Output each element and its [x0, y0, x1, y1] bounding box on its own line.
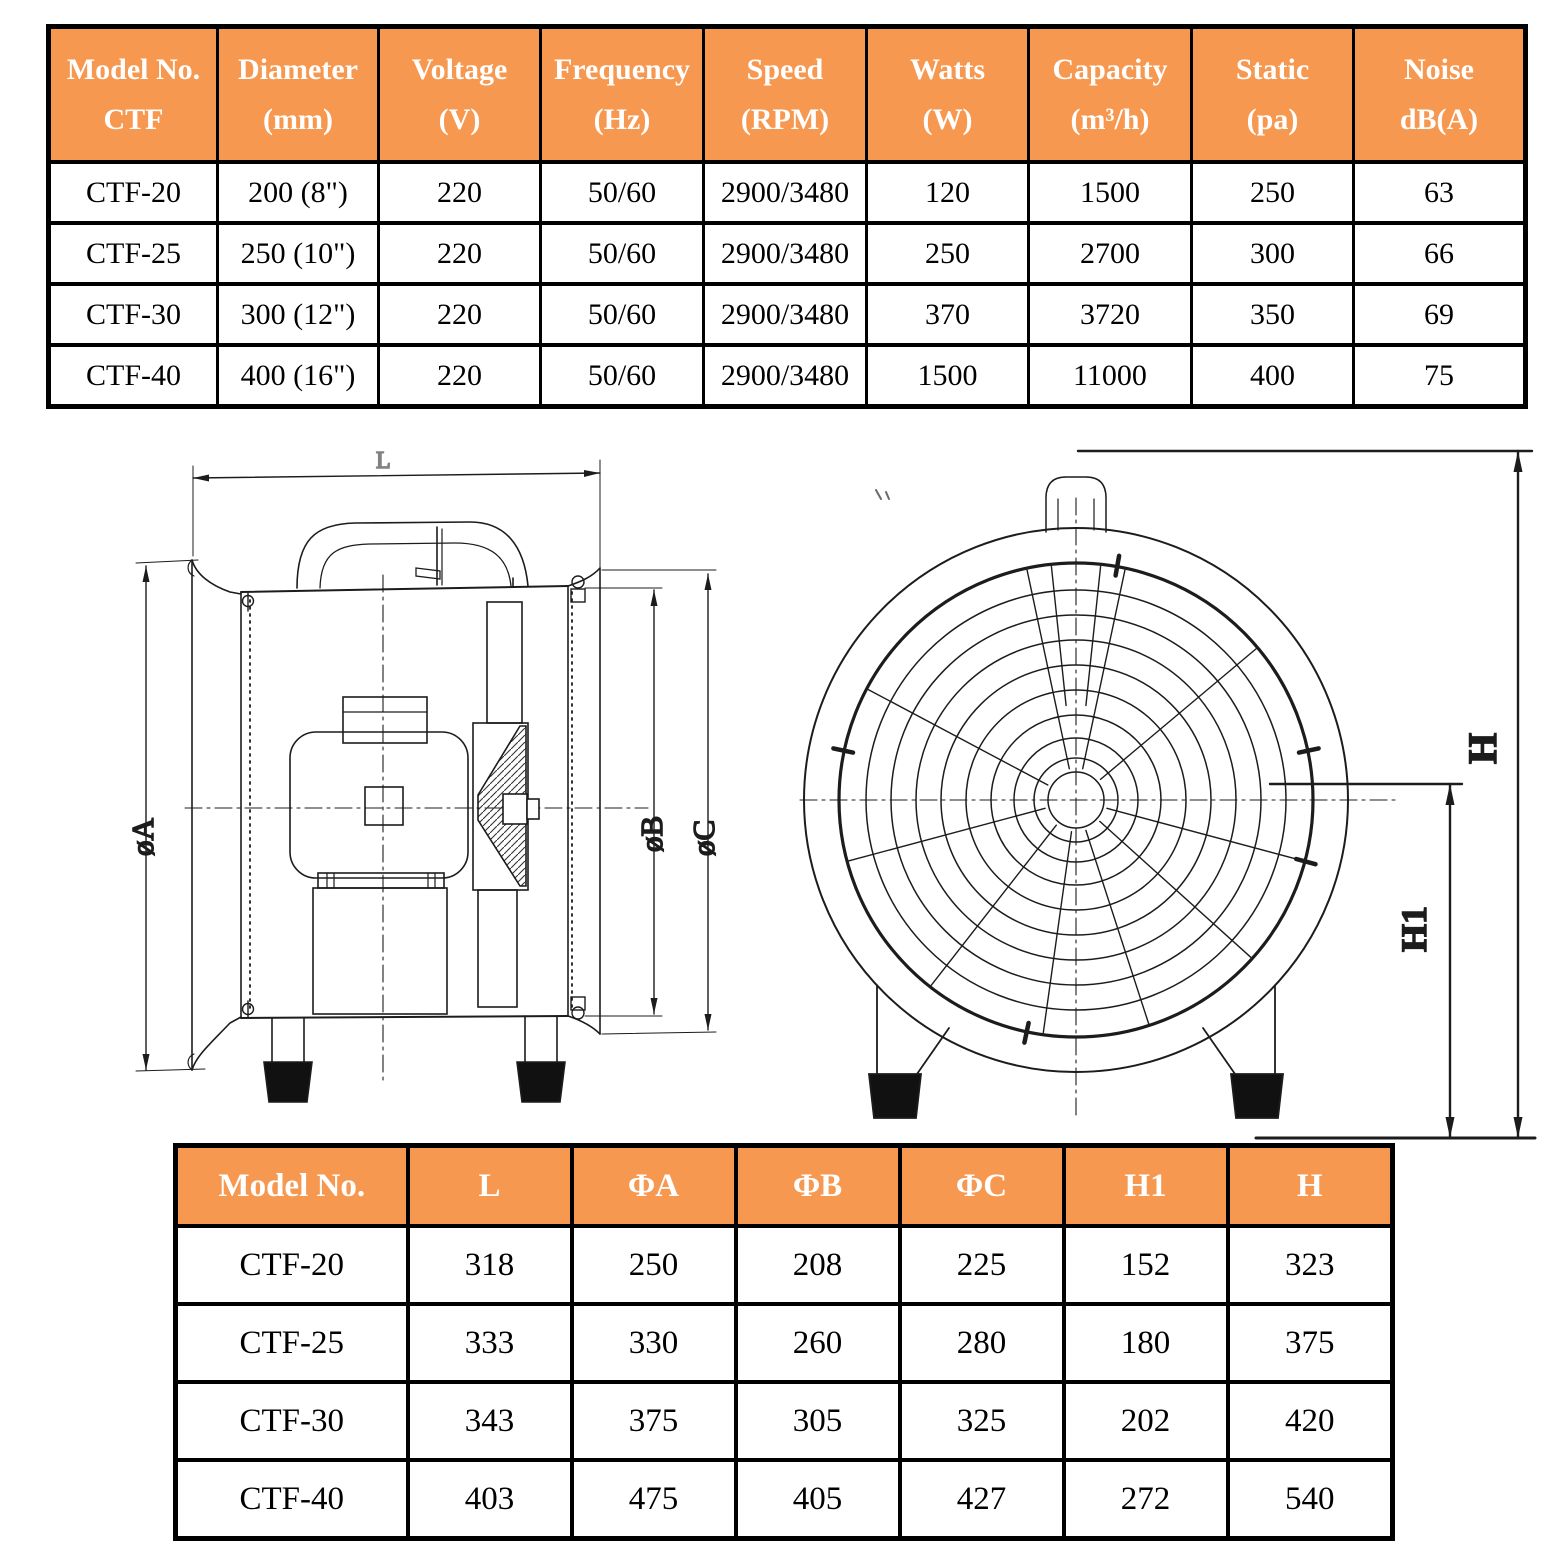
motor-assembly [290, 697, 468, 1014]
dimension-l [193, 460, 600, 568]
dim-cell: 318 [408, 1226, 572, 1304]
spec-header-voltage [379, 27, 541, 163]
spec-cell: CTF-40 [49, 345, 218, 407]
foot-pad [264, 1062, 312, 1102]
blade-upper [487, 602, 522, 723]
spec-cell: 1500 [867, 345, 1029, 407]
dim-header-phi-c: ΦC [900, 1146, 1064, 1227]
dim-cell: 540 [1228, 1460, 1393, 1539]
technical-drawing [0, 440, 1563, 1150]
spec-cell: 2900/3480 [704, 223, 867, 284]
spec-cell: 370 [867, 284, 1029, 345]
spec-cell: 300 (12") [218, 284, 379, 345]
dimension-h1 [1270, 784, 1462, 1138]
dim-cell: 250 [572, 1226, 736, 1304]
dim-cell: 375 [572, 1382, 736, 1460]
dim-row-ctf20 [176, 1226, 1393, 1304]
header-line1: Frequency [553, 52, 691, 86]
spec-cell: 350 [1192, 284, 1354, 345]
spec-cell: CTF-30 [49, 284, 218, 345]
spec-cell: 50/60 [541, 345, 704, 407]
front-view-drawing [800, 451, 1535, 1138]
outlet-flange [568, 568, 600, 1034]
spec-table [46, 24, 1528, 409]
dim-row-ctf25 [176, 1304, 1393, 1382]
spec-cell: 11000 [1029, 345, 1192, 407]
spec-cell: 220 [379, 162, 541, 223]
dim-label-l: L [376, 448, 391, 474]
header-line1: Noise [1404, 52, 1474, 86]
impeller [473, 602, 539, 1007]
spec-cell: 2700 [1029, 223, 1192, 284]
motor-base-strip [318, 873, 444, 888]
dim-cell: CTF-40 [176, 1460, 408, 1539]
dim-cell: 343 [408, 1382, 572, 1460]
spec-header-static [1192, 27, 1354, 163]
header-line2: (W) [922, 102, 973, 136]
casing-clamps [243, 576, 586, 1019]
header-line2: dB(A) [1399, 102, 1479, 136]
dim-cell: 403 [408, 1460, 572, 1539]
header-line2: (pa) [1246, 102, 1299, 136]
header-line1: Voltage [411, 52, 508, 86]
spec-row-ctf40 [49, 345, 1526, 407]
blade-lower [478, 890, 517, 1007]
header-line1: Speed [746, 52, 824, 86]
dimension-dia-b [585, 588, 662, 1016]
spec-cell: 63 [1354, 162, 1526, 223]
dim-header-model: Model No. [176, 1146, 408, 1227]
dimension-table-header [176, 1146, 1393, 1227]
spec-cell: 50/60 [541, 162, 704, 223]
spec-cell: 400 [1192, 345, 1354, 407]
dim-cell: 420 [1228, 1382, 1393, 1460]
header-line1: Diameter [238, 52, 358, 86]
dim-cell: 280 [900, 1304, 1064, 1382]
foot-pad [869, 1074, 921, 1118]
spec-cell: 2900/3480 [704, 284, 867, 345]
spec-cell: 50/60 [541, 223, 704, 284]
dim-header-h: H [1228, 1146, 1393, 1227]
spec-header-capacity [1029, 27, 1192, 163]
dim-cell: 225 [900, 1226, 1064, 1304]
dim-label-dia-c: øC [686, 819, 721, 856]
side-view-drawing [125, 448, 721, 1102]
spec-header-frequency [541, 27, 704, 163]
spec-cell: 220 [379, 284, 541, 345]
dim-cell: 427 [900, 1460, 1064, 1539]
spec-row-ctf25 [49, 223, 1526, 284]
header-line2: (RPM) [740, 102, 830, 136]
spec-cell: 2900/3480 [704, 162, 867, 223]
terminal-box [343, 697, 427, 743]
spec-cell: 120 [867, 162, 1029, 223]
dim-cell: CTF-30 [176, 1382, 408, 1460]
motor-center-plate [365, 787, 403, 825]
spec-table-header [49, 27, 1526, 163]
foot-pad [517, 1062, 565, 1102]
header-line1: Capacity [1052, 52, 1168, 86]
dim-cell: 333 [408, 1304, 572, 1382]
dim-cell: 272 [1064, 1460, 1228, 1539]
dim-cell: 208 [736, 1226, 900, 1304]
shaft-tip [527, 799, 539, 819]
spec-cell: 1500 [1029, 162, 1192, 223]
dim-cell: 323 [1228, 1226, 1393, 1304]
dim-cell: 180 [1064, 1304, 1228, 1382]
dim-label-h1: H1 [1394, 905, 1434, 952]
spec-cell: 400 (16") [218, 345, 379, 407]
dim-label-dia-a: øA [125, 818, 160, 856]
dim-cell: 152 [1064, 1226, 1228, 1304]
spec-header-diameter [218, 27, 379, 163]
spec-row-ctf20 [49, 162, 1526, 223]
dim-header-phi-a: ΦA [572, 1146, 736, 1227]
dim-cell: 202 [1064, 1382, 1228, 1460]
foot-pad [1231, 1074, 1283, 1118]
dim-header-phi-b: ΦB [736, 1146, 900, 1227]
header-line1: Model No. [66, 52, 201, 86]
spec-header-watts [867, 27, 1029, 163]
spec-cell: 3720 [1029, 284, 1192, 345]
bell-mouth [188, 560, 241, 1070]
shaft-nut [503, 794, 527, 824]
spec-cell: 300 [1192, 223, 1354, 284]
spec-cell: 69 [1354, 284, 1526, 345]
header-line1: Static [1235, 52, 1310, 86]
spec-cell: 2900/3480 [704, 345, 867, 407]
dim-header-row [176, 1146, 1393, 1227]
dim-label-h: H [1460, 732, 1505, 764]
spec-header-noise [1354, 27, 1526, 163]
dimension-dia-a [136, 560, 205, 1071]
spec-cell: 75 [1354, 345, 1526, 407]
header-line2: (mm) [263, 102, 333, 136]
spec-header-model [49, 27, 218, 163]
spec-cell: 50/60 [541, 284, 704, 345]
dim-cell: 325 [900, 1382, 1064, 1460]
spec-header-speed [704, 27, 867, 163]
dimension-h [1078, 451, 1535, 1138]
spec-header-row [49, 27, 1526, 163]
header-line1: Watts [910, 52, 985, 86]
spec-cell: CTF-25 [49, 223, 218, 284]
side-view-feet [264, 1016, 565, 1102]
spec-cell: 250 [867, 223, 1029, 284]
dim-row-ctf40 [176, 1460, 1393, 1539]
dim-label-dia-b: øB [634, 815, 669, 852]
spec-cell: 250 [1192, 162, 1354, 223]
spec-cell: 200 (8") [218, 162, 379, 223]
dimension-table [173, 1143, 1395, 1541]
spec-cell: 220 [379, 345, 541, 407]
dim-header-l: L [408, 1146, 572, 1227]
spec-row-ctf30 [49, 284, 1526, 345]
dim-cell: 475 [572, 1460, 736, 1539]
dim-cell: 330 [572, 1304, 736, 1382]
header-line2: CTF [103, 102, 164, 136]
dim-cell: 305 [736, 1382, 900, 1460]
dim-header-h1: H1 [1064, 1146, 1228, 1227]
header-line2: (m³/h) [1070, 102, 1150, 136]
dim-row-ctf30 [176, 1382, 1393, 1460]
dim-cell: 405 [736, 1460, 900, 1539]
dim-cell: 375 [1228, 1304, 1393, 1382]
spec-cell: 250 (10") [218, 223, 379, 284]
spec-cell: 220 [379, 223, 541, 284]
spec-cell: 66 [1354, 223, 1526, 284]
dim-cell: 260 [736, 1304, 900, 1382]
pen-mark [876, 490, 889, 499]
carry-handle [297, 522, 528, 588]
motor-pedestal [313, 888, 447, 1014]
spec-cell: CTF-20 [49, 162, 218, 223]
header-line2: (V) [438, 102, 481, 136]
header-line2: (Hz) [593, 102, 651, 136]
dim-cell: CTF-20 [176, 1226, 408, 1304]
motor-body [290, 732, 468, 878]
dim-cell: CTF-25 [176, 1304, 408, 1382]
dimension-dia-c [602, 570, 716, 1034]
